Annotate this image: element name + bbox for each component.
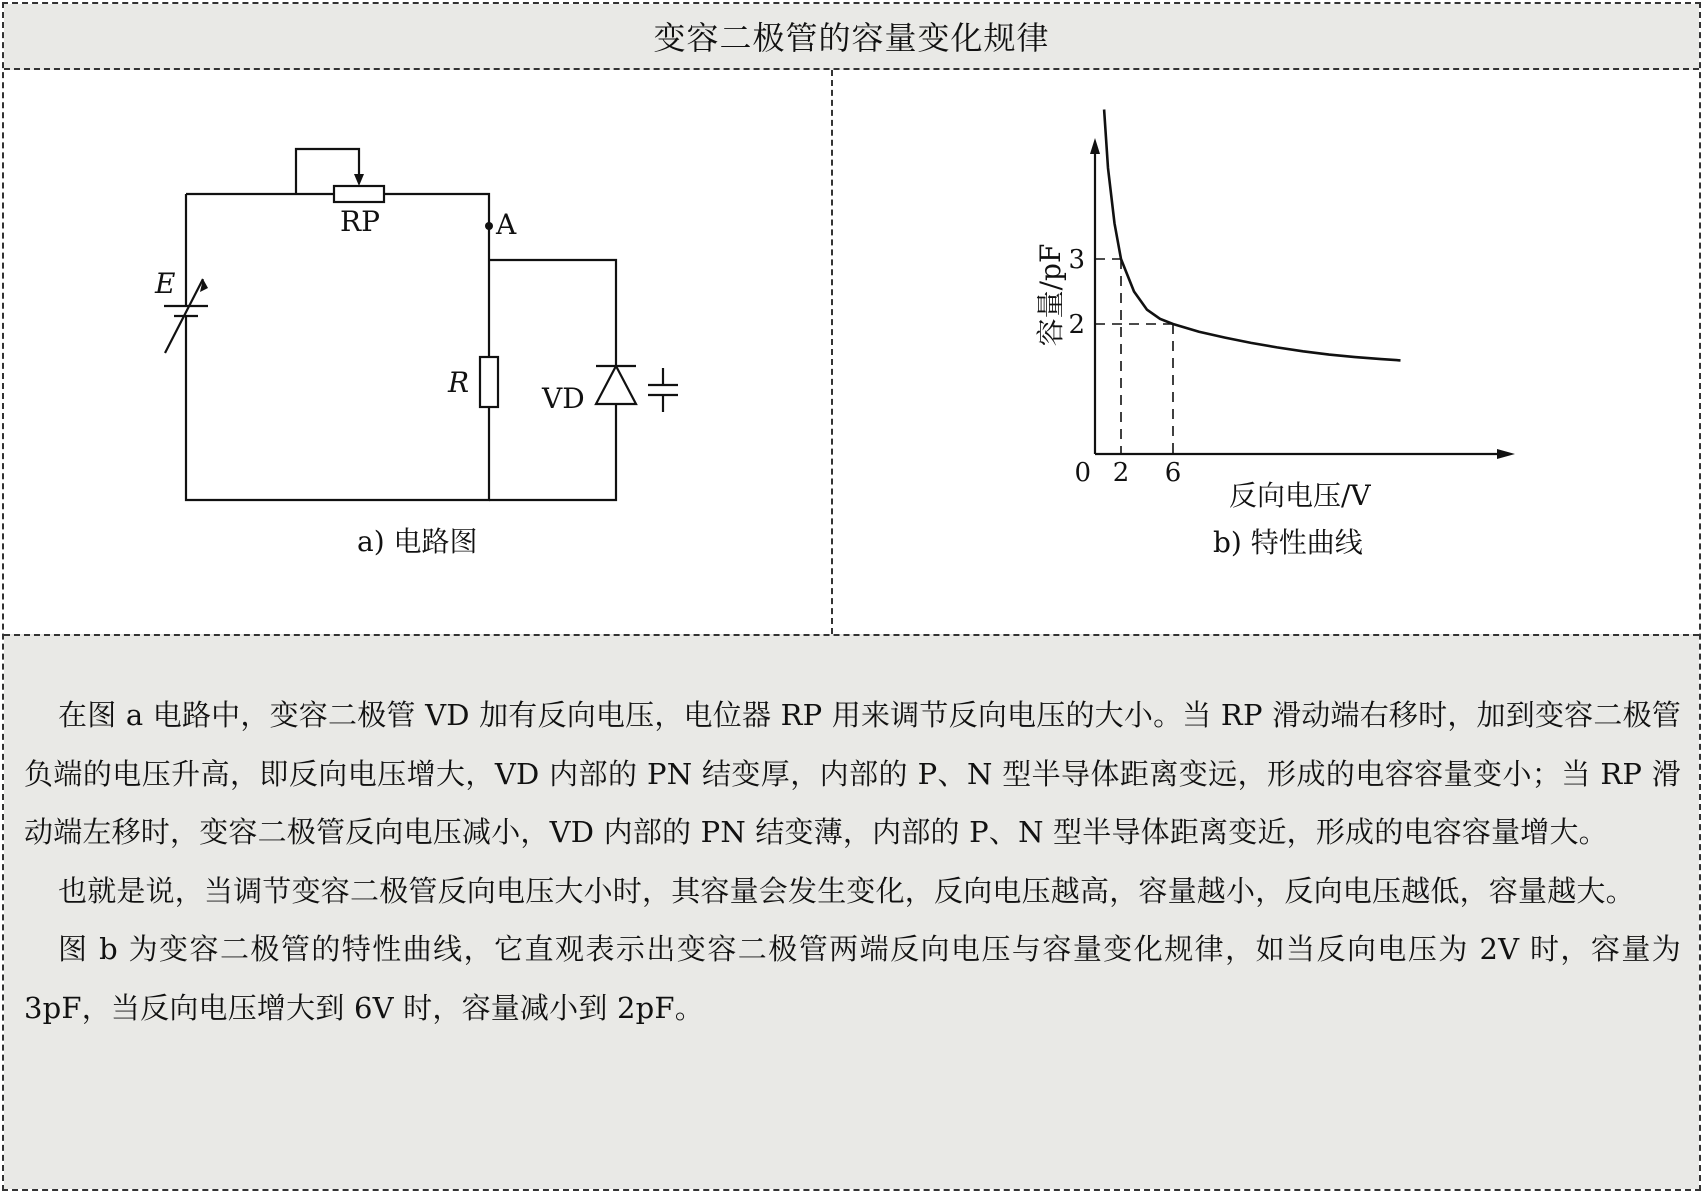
chart-caption: b) 特性曲线 bbox=[1213, 526, 1363, 559]
rp-wiper-arrow bbox=[354, 174, 364, 186]
y-axis-label: 容量/pF bbox=[1034, 243, 1067, 347]
varactor-diode bbox=[596, 366, 636, 404]
capacitor-symbol bbox=[648, 368, 678, 412]
page-title: 变容二极管的容量变化规律 bbox=[4, 4, 1699, 70]
paragraph: 图 b 为变容二极管的特性曲线，它直观表示出变容二极管两端反向电压与容量变化规律，如当反向电压为 2V 时，容量为 3pF，当反向电压增大到 6V 时，容量减小到 2pF。 bbox=[24, 932, 1681, 1025]
x-tick-label: 6 bbox=[1164, 458, 1182, 488]
rp-resistor bbox=[334, 186, 384, 202]
rp-wiper-wire bbox=[296, 149, 359, 194]
paragraph: 在图 a 电路中，变容二极管 VD 加有反向电压，电位器 RP 用来调节反向电压的大小。当 RP 滑动端右移时，加到变容二极管负端的电压升高，即反向电压增大，VD 内部的 PN 结变厚，内部的 P、N 型半导体距离变远，形成的电容容量变小；当 RP 滑动端左移时，变容二极管反向电压减小，VD 内部的 PN 结变薄，内部的 P、N 型半导体距离变近，形成的电容容量增大。 bbox=[24, 698, 1681, 849]
series-curve bbox=[1104, 110, 1400, 361]
wire-branch-bottom bbox=[489, 404, 616, 500]
figure-area bbox=[4, 70, 1699, 634]
wire-main-loop bbox=[186, 194, 489, 500]
chart-panel bbox=[833, 70, 1699, 634]
origin-label: 0 bbox=[1074, 458, 1091, 488]
circuit-caption: a) 电路图 bbox=[357, 525, 478, 558]
x-axis-arrow bbox=[1497, 449, 1515, 459]
characteristic-chart bbox=[833, 70, 1699, 634]
node-a-dot bbox=[485, 222, 493, 230]
y-tick-label: 3 bbox=[1068, 245, 1085, 275]
circuit-panel bbox=[4, 70, 831, 634]
x-axis-label: 反向电压/V bbox=[1229, 479, 1371, 512]
paragraph: 也就是说，当调节变容二极管反向电压大小时，其容量会发生变化，反向电压越高，容量越小，反向电压越低，容量越大。 bbox=[58, 873, 1635, 908]
label-vd: VD bbox=[542, 382, 585, 415]
resistor-r bbox=[480, 357, 498, 407]
label-a: A bbox=[496, 208, 517, 241]
explanation-text bbox=[4, 634, 1699, 1189]
y-tick-label: 2 bbox=[1068, 310, 1085, 340]
label-rp: RP bbox=[340, 205, 380, 238]
x-tick-label: 2 bbox=[1112, 458, 1130, 488]
figure-divider bbox=[831, 70, 833, 634]
y-axis-arrow bbox=[1090, 138, 1100, 154]
wire-branch-top bbox=[489, 260, 616, 366]
label-r: R bbox=[448, 366, 470, 399]
label-e: E bbox=[155, 267, 176, 300]
content-frame bbox=[2, 2, 1701, 1191]
circuit-diagram bbox=[4, 70, 831, 634]
